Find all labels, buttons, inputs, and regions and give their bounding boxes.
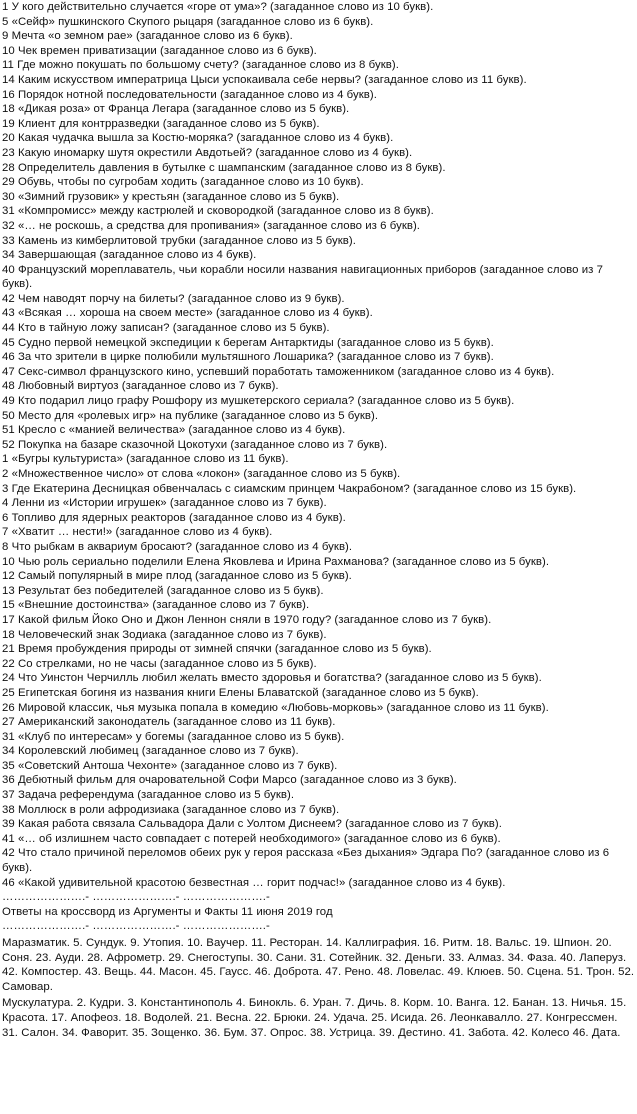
separator-line: ………………….- ………………….- ………………….- (2, 891, 270, 904)
question-line: 17 Какой фильм Йоко Оно и Джон Леннон сняли в 1970 году? (загаданное слово из 7 букв). (2, 613, 492, 626)
question-line: 6 Топливо для ядерных реакторов (загаданное слово из 4 букв). (2, 511, 346, 524)
answers-across: Маразматик. 5. Сундук. 9. Утопия. 10. Ваучер. 11. Ресторан. 14. Каллиграфия. 16. Ритм. 18. Вальс. 19. Шпион. 20. Соня. 23. Ауди. 28. Афрометр. 29. Снегоступы. 30. Сани. 31. Сотейник. 32. Деньги. 33. Алмаз. 34. Фаза. 40. Лаперуз. 42. Компостер. 43. Вещь. 44. Масон. 45. Гаусс. 46. Доброта. 47. Рено. 48. Ловелас. 49. Клюев. 50. Сцена. 51. Трон. 52. Самовар. (2, 937, 635, 993)
question-line: 49 Кто подарил лицо графу Рошфору из мушкетерского сериала? (загаданное слово из 5 букв). (2, 395, 515, 408)
question-line: 9 Мечта «о земном рае» (загаданное слово из 6 букв). (2, 30, 293, 43)
question-line: 11 Где можно покушать по большому счету? (загаданное слово из 8 букв). (2, 59, 399, 72)
crossword-article (2, 0, 635, 1040)
question-line: 28 Определитель давления в бутылке с шампанским (загаданное слово из 8 букв). (2, 161, 446, 174)
question-line: 29 Обувь, чтобы по сугробам ходить (загаданное слово из 10 букв). (2, 176, 364, 189)
question-line: 8 Что рыбкам в аквариум бросают? (загаданное слово из 4 букв). (2, 540, 353, 553)
question-line: 34 Завершающая (загаданное слово из 4 букв). (2, 249, 257, 262)
question-line: 25 Египетская богиня из названия книги Елены Блаватской (загаданное слово из 5 букв). (2, 686, 479, 699)
question-line: 3 Где Екатерина Десницкая обвенчалась с сиамским принцем Чакрабоном? (загаданное слово из 15 букв). (2, 482, 577, 495)
questions-list (2, 0, 635, 890)
question-line: 5 «Сейф» пушкинского Скупого рыцаря (загаданное слово из 6 букв). (2, 15, 374, 28)
question-line: 51 Кресло с «манией величества» (загаданное слово из 4 букв). (2, 424, 346, 437)
question-line: 32 «… не роскошь, а средства для пропивания» (загаданное слово из 6 букв). (2, 219, 421, 232)
question-line: 42 Что стало причиной переломов обеих рук у героя рассказа «Без дыхания» Эдгара По? (загаданное слово из 6 букв). (2, 847, 610, 875)
question-line: 14 Каким искусством императрица Цыси успокаивала себе нервы? (загаданное слово из 11 букв). (2, 73, 527, 86)
question-line: 7 «Хватит … нести!» (загаданное слово из 4 букв). (2, 526, 273, 539)
answers-down: Мускулатура. 2. Кудри. 3. Константинополь 4. Бинокль. 6. Уран. 7. Дичь. 8. Корм. 10. Ванга. 12. Банан. 13. Ничья. 15. Красота. 17. Апофеоз. 18. Водолей. 21. Весна. 22. Брюки. 24. Удача. 25. Исида. 26. Леонкавалло. 27. Конгрессмен. 31. Салон. 34. Фаворит. 35. Зощенко. 36. Бум. 37. Опрос. 38. Устрица. 39. Дестино. 41. Забота. 42. Колесо 46. Дата. (2, 997, 627, 1039)
separator-line: ………………….- ………………….- ………………….- (2, 920, 270, 933)
question-line: 41 «… об излишнем часто совпадает с потерей необходимого» (загаданное слово из 6 букв). (2, 832, 501, 845)
question-line: 21 Время пробуждения природы от зимней спячки (загаданное слово из 5 букв). (2, 643, 432, 656)
question-line: 20 Какая чудачка вышла за Костю-моряка? (загаданное слово из 4 букв). (2, 132, 394, 145)
question-line: 50 Место для «ролевых игр» на публике (загаданное слово из 5 букв). (2, 409, 379, 422)
question-line: 46 За что зрители в цирке полюбили мультяшного Лошарика? (загаданное слово из 7 букв). (2, 351, 494, 364)
question-line: 16 Порядок нотной последовательности (загаданное слово из 4 букв). (2, 88, 377, 101)
question-line: 38 Моллюск в роли афродизиака (загаданное слово из 7 букв). (2, 803, 340, 816)
question-line: 40 Французский мореплаватель, чьи корабли носили названия навигационных приборов (загаданное слово из 7 букв). (2, 263, 603, 291)
question-line: 2 «Множественное число» от слова «локон» (загаданное слово из 5 букв). (2, 468, 401, 480)
question-line: 46 «Какой удивительной красотою безвестная … горит подчас!» (загаданное слово из 4 букв). (2, 876, 506, 889)
question-line: 31 «Клуб по интересам» у богемы (загаданное слово из 5 букв). (2, 730, 345, 743)
question-line: 48 Любовный виртуоз (загаданное слово из 7 букв). (2, 380, 279, 393)
question-line: 43 «Всякая … хороша на своем месте» (загаданное слово из 4 букв). (2, 307, 373, 320)
question-line: 19 Клиент для контрразведки (загаданное слово из 5 букв). (2, 117, 320, 130)
question-line: 27 Американский законодатель (загаданное слово из 11 букв). (2, 716, 336, 729)
question-line: 18 Человеческий знак Зодиака (загаданное слово из 7 букв). (2, 628, 327, 641)
question-line: 31 «Компромисс» между кастрюлей и сковородкой (загаданное слово из 8 букв). (2, 205, 434, 218)
question-line: 42 Чем наводят порчу на билеты? (загаданное слово из 9 букв). (2, 292, 345, 305)
question-line: 10 Чью роль сериально поделили Елена Яковлева и Ирина Рахманова? (загаданное слово из 5 букв). (2, 555, 550, 568)
question-line: 1 У кого действительно случается «горе от ума»? (загаданное слово из 10 букв). (2, 1, 434, 13)
question-line: 15 «Внешние достоинства» (загаданное слово из 7 букв). (2, 599, 310, 612)
question-line: 1 «Бугры культуриста» (загаданное слово из 11 букв). (2, 453, 289, 466)
question-line: 4 Ленни из «Истории игрушек» (загаданное слово из 7 букв). (2, 497, 327, 510)
answers-heading: Ответы на кроссворд из Аргументы и Факты 11 июня 2019 год (2, 905, 333, 918)
question-line: 44 Кто в тайную ложу записан? (загаданное слово из 5 букв). (2, 322, 330, 335)
question-line: 26 Мировой классик, чья музыка попала в комедию «Любовь-морковь» (загаданное слово из 11 букв). (2, 701, 549, 714)
question-line: 35 «Советский Антоша Чехонте» (загаданное слово из 7 букв). (2, 759, 338, 772)
question-line: 45 Судно первой немецкой экспедиции к берегам Антарктиды (загаданное слово из 5 букв). (2, 336, 494, 349)
question-line: 34 Королевский любимец (загаданное слово из 7 букв). (2, 745, 299, 758)
question-line: 30 «Зимний грузовик» у крестьян (загаданное слово из 5 букв). (2, 190, 340, 203)
question-line: 13 Результат без победителей (загаданное слово из 5 букв). (2, 584, 324, 597)
question-line: 37 Задача референдума (загаданное слово из 5 букв). (2, 789, 295, 802)
question-line: 22 Со стрелками, но не часы (загаданное слово из 5 букв). (2, 657, 317, 670)
question-line: 36 Дебютный фильм для очаровательной Софи Марсо (загаданное слово из 3 букв). (2, 774, 457, 787)
question-line: 10 Чек времен приватизации (загаданное слово из 6 букв). (2, 44, 317, 57)
question-line: 39 Какая работа связала Сальвадора Дали с Уолтом Диснеем? (загаданное слово из 7 букв). (2, 818, 502, 831)
question-line: 24 Что Уинстон Черчилль любил желать вместо здоровья и богатства? (загаданное слово из 5 букв). (2, 672, 542, 685)
question-line: 12 Самый популярный в мире плод (загаданное слово из 5 букв). (2, 570, 352, 583)
question-line: 47 Секс-символ французского кино, успевший поработать таможенником (загаданное слово из 4 букв). (2, 365, 555, 378)
question-line: 23 Какую иномарку шутя окрестили Авдотьей? (загаданное слово из 4 букв). (2, 146, 413, 159)
question-line: 52 Покупка на базаре сказочной Цокотухи (загаданное слово из 7 букв). (2, 438, 388, 451)
question-line: 18 «Дикая роза» от Франца Легара (загаданное слово из 5 букв). (2, 103, 350, 116)
question-line: 33 Камень из кимберлитовой трубки (загаданное слово из 5 букв). (2, 234, 356, 247)
